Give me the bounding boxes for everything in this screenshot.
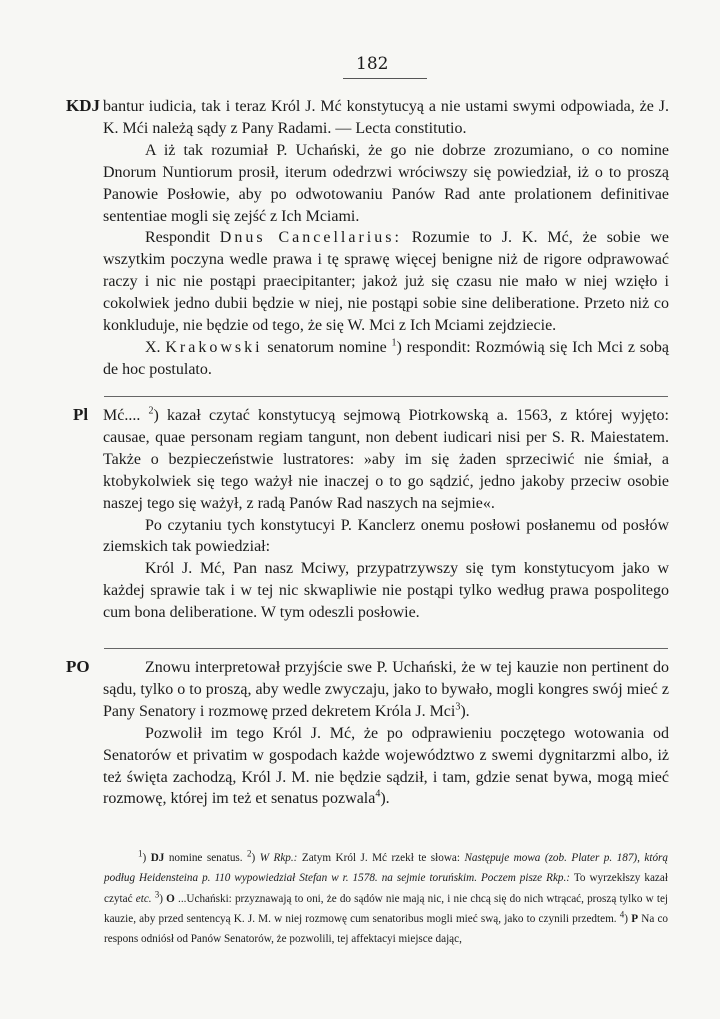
footnote-mark: 3 bbox=[154, 888, 160, 899]
paragraph: Król J. Mć, Pan nasz Mciwy, przypatrzywszy się tym konstytucyom jako w każdej sprawie tak i w tej nic skwapliwie nie postąpi tylko według prawa pospolitego cum bona deliberatione. W tym odeszli posłowie. bbox=[103, 560, 669, 622]
footnote-siglum: DJ bbox=[150, 852, 165, 864]
siglum-pl: Pl bbox=[73, 405, 89, 424]
footnote-ref: 3 bbox=[455, 701, 461, 713]
paragraph-text: kazał czytać konstytucyą sejmową Piotrkowską a. 1563, z której wyjęto: causae, quae personam regiam tangunt, non debent iudicari nisi per S. R. Maiestatem. Także o bezpieczeństwie lustratores: »aby im się żaden sprzeciwić nie śmiał, a ktobykolwiek się tego ważył nie inaczej o to go sądzić, jedno jakoby przeciw osobie naszej tego się ważył, z radą Panów Rad naszych na sejmie«. bbox=[103, 407, 670, 512]
footnote-mark: 4 bbox=[619, 909, 625, 920]
speaker-name: Krakowski bbox=[165, 338, 263, 356]
footnotes bbox=[104, 848, 668, 949]
footnote-mark: 1 bbox=[138, 848, 143, 859]
footnote-ref: 1 bbox=[391, 337, 397, 349]
section-pl bbox=[103, 405, 669, 624]
paragraph: bantur iudicia, tak i teraz Król J. Mć konstytucyą a nie ustami swymi odpowiada, że J. K. Mći należą sądy z Pany Radami. — Lecta constitutio. bbox=[103, 98, 669, 137]
paragraph-text: Znowu interpretował przyjście swe P. Uchański, że w tej kauzie non pertinent do sądu, tylko o to proszą, aby wedle zwyczaju, jako to bywało, mogli kongres swój mieć z Pany Senatory i rozmowę przed dekretem Króla J. Mci bbox=[103, 659, 669, 720]
speaker-name: Dnus Cancellarius: bbox=[219, 229, 402, 247]
paragraph-text: Pozwolił im tego Król J. Mć, że po odprawieniu poczętego wotowania od Senatorów et privatim w gospodach każde województwo z swemi dygnitarzmi albo, iż też święta zachodzą, Król J. M. nie będzie sądził, i tam, gdzie senat bywa, mogą mieć rozmowę, której im też et senatus pozwala bbox=[103, 724, 669, 808]
footnote: $^1$) DJ nomine senatus. $^2$) W Rkp.: Zatym Król J. Mć rzekł te słowa: Następuje mowa (zob. Plater p. 187), którą podług Heidensteina p. 110 wypowiedział Stefan w r. 1578. na sejmie toruńskim. Poczem pisze Rkp.: To wyrzekłszy kazał czytać etc. $^3$) O ...Uchański: przyznawają to oni, że do sądów nie mają nic, i nie chcą się do nich wtrącać, proszą tylko w tej kauzie, aby przed sentencyą K. J. M. w niej rozmowę cum senatoribus mogli mieć swą, jako to czynili przedtem. $^4$) P Na co respons odniósł od Panów Senatorów, że pozwolili, tej affektacyi miejsce dając, bbox=[104, 848, 669, 946]
siglum-kdj: KDJ bbox=[66, 96, 100, 115]
footnote-siglum: O bbox=[166, 892, 175, 905]
footnote-text: Na co respons odniósł od Panów Senatorów, że pozwolili, tej affektacyi miejsce dając, bbox=[104, 912, 669, 946]
paragraph: Znowu interpretował przyjście swe P. Uchański, że w tej kauzie non pertinent do sądu, tylko o to proszą, aby wedle zwyczaju, jako to bywało, mogli kongres swój mieć z Pany Senatory i rozmowę przed dekretem Króla J. Mci$^3$). bbox=[103, 659, 669, 720]
paragraph: Pozwolił im tego Król J. Mć, że po odprawieniu poczętego wotowania od Senatorów et privatim w gospodach każde województwo z swemi dygnitarzmi albo, iż też święta zachodzą, Król J. M. nie będzie sądził, i tam, gdzie senat bywa, mogą mieć rozmowę, której im też et senatus pozwala$^4$). bbox=[103, 724, 669, 808]
paragraph: X. Krakowski senatorum nomine $^1$) respondit: Rozmówią się Ich Mci z sobą de hoc postulato. bbox=[103, 337, 670, 378]
footnote-source: W Rkp.: bbox=[259, 852, 298, 864]
footnote-text: ...Uchański: przyznawają to oni, że do sądów nie mają nic, i nie chcą się do nich wtrącać, proszą tylko w tej kauzie, aby przed sentencyą K. J. M. w niej rozmowę cum senatoribus mogli mieć swą, jako to czynili przedtem. bbox=[104, 892, 669, 925]
speech-text: respondit: Rozmówią się Ich Mci z sobą de hoc postulato. bbox=[103, 338, 670, 378]
section-divider bbox=[104, 396, 668, 397]
paragraph: Mć.... $^2$) kazał czytać konstytucyą sejmową Piotrkowską a. 1563, z której wyjęto: causae, quae personam regiam tangunt, non debent iudicari nisi per S. R. Maiestatem. Także o bezpieczeństwie lustratores: »aby im się żaden sprzeciwić nie śmiał, a ktobykolwiek się tego ważył nie inaczej o to go sądzić, jedno jakoby przeciw osobie naszej tego się ważył, z radą Panów Rad naszych na sejmie«. bbox=[103, 405, 670, 512]
siglum-po: PO bbox=[66, 657, 90, 676]
section-kdj bbox=[103, 96, 669, 381]
footnote-text: To wyrzekłszy kazał czytać bbox=[104, 872, 668, 905]
section-divider bbox=[104, 648, 668, 649]
lead-word: X. bbox=[145, 338, 161, 356]
footnote-italic: etc. bbox=[135, 892, 152, 905]
footnote-ref: 4 bbox=[375, 789, 381, 801]
page-number: 182 bbox=[356, 54, 389, 74]
section-po bbox=[103, 657, 669, 810]
lead-word: Respondit bbox=[145, 229, 210, 247]
footnote-ref: 2 bbox=[148, 405, 154, 417]
speech-text: Rozumie to J. K. Mć, że sobie we wszytkim poczyna wedle prawa i tę sprawę więcej benigne niż de rigore odprawować raczy i nic nie postąpi praecipitanter; jakoż już się czasu nie mało w niej wzięło i cokolwiek jedno dubii będzie w niej, nie postąpi sobie sine deliberatione. Przeto niż co konkluduje, nie będzie od tego, że się W. Mci z Ich Mciami zejdziecie. bbox=[103, 229, 670, 335]
footnote-mark: 2 bbox=[247, 848, 252, 859]
speech-middle: senatorum nomine bbox=[267, 338, 387, 356]
paragraph: Po czytaniu tych konstytucyi P. Kanclerz onemu posłowi posłanemu od posłów ziemskich tak powiedział: bbox=[103, 516, 669, 556]
footnote-text: Zatym Król J. Mć rzekł te słowa: bbox=[301, 852, 461, 864]
paragraph bbox=[103, 227, 669, 337]
footnote-italic: Następuje mowa (zob. Plater p. 187), którą podług Heidensteina p. 110 wypowiedział Stefan w r. 1578. na sejmie toruńskim. Poczem pisze Rkp.: bbox=[104, 852, 668, 885]
lead-word: Mć.... bbox=[103, 407, 141, 424]
footnote-text: nomine senatus. bbox=[168, 852, 243, 864]
footnote-siglum: P bbox=[631, 912, 639, 925]
page-number-rule bbox=[343, 78, 427, 79]
paragraph: A iż tak rozumiał P. Uchański, że go nie dobrze zrozumiano, o co nomine Dnorum Nuntiorum prosił, iterum odedrzwi wróciwszy się powiedział, iż o to proszą Panowie Posłowie, aby po odwotowaniu Panów Rad ante prolationem definitivae sententiae mogli się zejść z Ich Mciami. bbox=[103, 141, 669, 225]
